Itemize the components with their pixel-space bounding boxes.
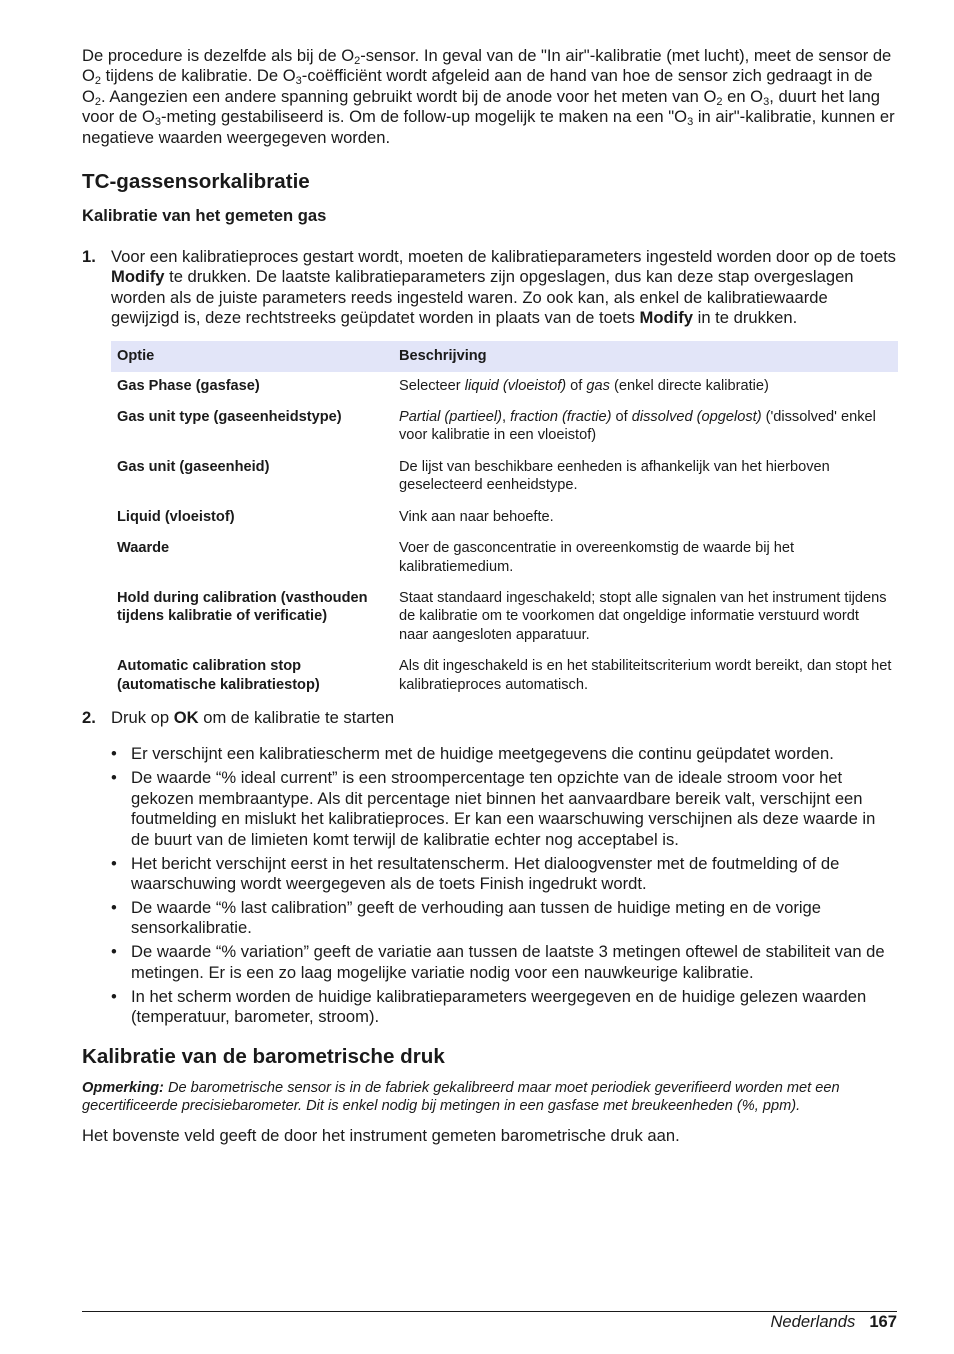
column-header-description: Beschrijving — [393, 341, 898, 372]
table-row — [111, 403, 898, 453]
subscript: 3 — [154, 116, 161, 129]
option-value: dissolved (opgelost) — [631, 409, 762, 426]
description-cell — [393, 372, 898, 403]
subscript: 2 — [94, 75, 102, 88]
description-text: of — [611, 409, 632, 426]
calibration-bullet-list — [82, 744, 897, 1027]
description-text: ('dissolved' enkel voor kalibratie in een vloeistof) — [399, 409, 876, 444]
description-text: Staat standaard ingeschakeld; stopt alle signalen van het instrument tijdens de kalibratie om te voorkomen dat ongeldige informatie verstuurd wordt naar aangesloten apparatuur. — [399, 589, 887, 643]
intro-text: tijdens de kalibratie. De O — [101, 66, 296, 86]
subscript: 3 — [295, 75, 302, 88]
page-footer — [770, 1312, 897, 1332]
table-row — [111, 534, 898, 584]
barometric-body: Het bovenste veld geeft de door het instrument gemeten barometrische druk aan. — [82, 1125, 680, 1145]
modify-key-label: Modify — [639, 308, 694, 328]
option-cell: Gas unit type (gaseenheidstype) — [117, 409, 342, 426]
intro-text: De procedure is dezelfde als bij de O — [82, 46, 355, 65]
calibration-options-table — [111, 341, 898, 702]
description-text: Vink aan naar behoefte. — [399, 508, 554, 525]
step-text: in te drukken. — [693, 308, 798, 328]
modify-key-label: Modify — [111, 267, 165, 287]
note — [82, 1079, 897, 1116]
description-text: Voer de gasconcentratie in overeenkomstig de waarde bij het kalibratiemedium. — [399, 540, 795, 575]
option-cell: Waarde — [117, 540, 170, 557]
table-row — [111, 652, 898, 702]
description-cell — [393, 652, 898, 702]
option-value: fraction (fractie) — [510, 409, 612, 426]
subsection-title-measured-gas: Kalibratie van het gemeten gas — [82, 206, 327, 226]
subscript: 3 — [763, 95, 770, 108]
option-cell: Hold during calibration (vasthouden tijdens kalibratie of verificatie) — [117, 589, 368, 625]
option-cell: Gas Phase (gasfase) — [117, 377, 260, 394]
step-text: om de kalibratie te starten — [198, 707, 395, 727]
description-text: Als dit ingeschakeld is en het stabiliteitscriterium wordt bereikt, dan stopt het kalibratieproces automatisch. — [399, 658, 892, 693]
intro-text: -sensor. In geval van de "In air"-kalibratie (met lucht), meet de sensor de O — [82, 46, 892, 86]
table-row — [111, 503, 898, 534]
step-text: te drukken. De laatste kalibratieparameters zijn opgeslagen, dus kan deze stap overgeslagen worden als de juiste parameters reeds ingesteld waren. Zo ook kan, als enkel de kalibratiewaarde gewijzigd is, deze rechtstreeks geüpdatet worden in plaats van de toets — [111, 267, 854, 328]
step-1 — [82, 247, 897, 329]
intro-text: in air"-kalibratie, kunnen er negatieve waarden weergegeven worden. — [82, 107, 895, 147]
description-text: , — [502, 409, 511, 426]
subscript: 2 — [94, 95, 102, 108]
list-item: • Er verschijnt een kalibratiescherm met de huidige meetgegevens die continu geüpdatet worden. — [131, 744, 897, 764]
option-value: liquid (vloeistof) — [464, 377, 567, 394]
section-title-barometric: Kalibratie van de barometrische druk — [82, 1044, 445, 1068]
list-item: • Het bericht verschijnt eerst in het resultatenscherm. Het dialoogvenster met de foutmelding of de waarschuwing wordt weergegeven als de toets Finish ingedrukt wordt. — [131, 854, 897, 895]
description-cell — [393, 503, 898, 534]
description-text: Selecteer — [399, 377, 465, 394]
step-2 — [82, 708, 897, 728]
page-content — [82, 46, 897, 1146]
description-cell — [393, 584, 898, 652]
intro-text: . Aangezien een andere spanning gebruikt wordt bij de anode voor het meten van O — [101, 86, 717, 106]
page-number: 167 — [869, 1312, 897, 1331]
list-item: • De waarde “% last calibration” geeft de verhouding aan tussen de huidige meting en de vorige sensorkalibratie. — [131, 898, 897, 939]
subscript: 3 — [687, 116, 694, 129]
description-cell — [393, 534, 898, 584]
column-header-option: Optie — [111, 341, 393, 372]
description-cell — [393, 403, 898, 453]
list-item: • De waarde “% variation” geeft de variatie aan tussen de laatste 3 metingen oftewel de stabiliteit van de metingen. Er is een zo laag mogelijke variatie nodig voor een nauwkeurige kalibratie. — [131, 942, 897, 983]
option-value: Partial (partieel) — [399, 409, 503, 426]
description-text: (enkel directe kalibratie) — [609, 377, 769, 394]
step-number: 1. — [82, 247, 96, 267]
ok-key-label: OK — [173, 707, 199, 727]
intro-paragraph — [82, 46, 897, 148]
table-header-row — [111, 341, 898, 372]
description-text: of — [566, 377, 587, 394]
step-text: Druk op — [111, 707, 174, 727]
table-row — [111, 372, 898, 403]
intro-text: -coëfficiënt wordt afgeleid aan de hand van hoe de sensor zich gedraagt in de O — [82, 66, 873, 106]
list-item: • De waarde “% ideal current” is een stroompercentage ten opzichte van de ideale stroom voor het gekozen membraantype. Als dit percentage niet binnen het aanvaardbare bereik valt, verschijnt een foutmelding en mislukt het kalibratieproces. Er kan een waarschuwing verschijnen als deze waarde in de buurt van de limieten komt terwijl de kalibratie echter nog acceptabel is. — [131, 768, 897, 850]
section-title-tc-gas: TC-gassensorkalibratie — [82, 170, 310, 194]
step-text: Voor een kalibratieproces gestart wordt, moeten de kalibratieparameters ingesteld worden door op de toets — [111, 247, 896, 267]
table-row — [111, 453, 898, 503]
option-cell: Automatic calibration stop (automatische kalibratiestop) — [117, 658, 320, 693]
description-text: De lijst van beschikbare eenheden is afhankelijk van het hierboven geselecteerd eenheidstype. — [399, 458, 830, 494]
option-cell: Liquid (vloeistof) — [117, 508, 235, 525]
intro-text: -meting gestabiliseerd is. Om de follow-up mogelijk te maken na een "O — [161, 107, 688, 127]
option-value: gas — [586, 377, 610, 394]
footer-language: Nederlands — [770, 1312, 856, 1331]
note-label: Opmerking: — [82, 1079, 164, 1096]
note-text: De barometrische sensor is in de fabriek gekalibreerd maar moet periodiek geverifieerd worden met een gecertificeerde precisiebarometer. Dit is enkel nodig bij metingen in een gasfase met breukeenheden (%, ppm). — [82, 1079, 840, 1115]
intro-text: , duurt het lang voor de O — [82, 86, 880, 127]
step-number: 2. — [82, 707, 96, 727]
subscript: 2 — [354, 55, 361, 67]
option-cell: Gas unit (gaseenheid) — [117, 458, 270, 475]
description-cell — [393, 453, 898, 503]
subscript: 2 — [716, 95, 723, 108]
intro-text: en O — [722, 86, 764, 106]
list-item: • In het scherm worden de huidige kalibratieparameters weergegeven en de huidige gelezen waarden (temperatuur, barometer, stroom). — [131, 987, 897, 1028]
table-row — [111, 584, 898, 652]
